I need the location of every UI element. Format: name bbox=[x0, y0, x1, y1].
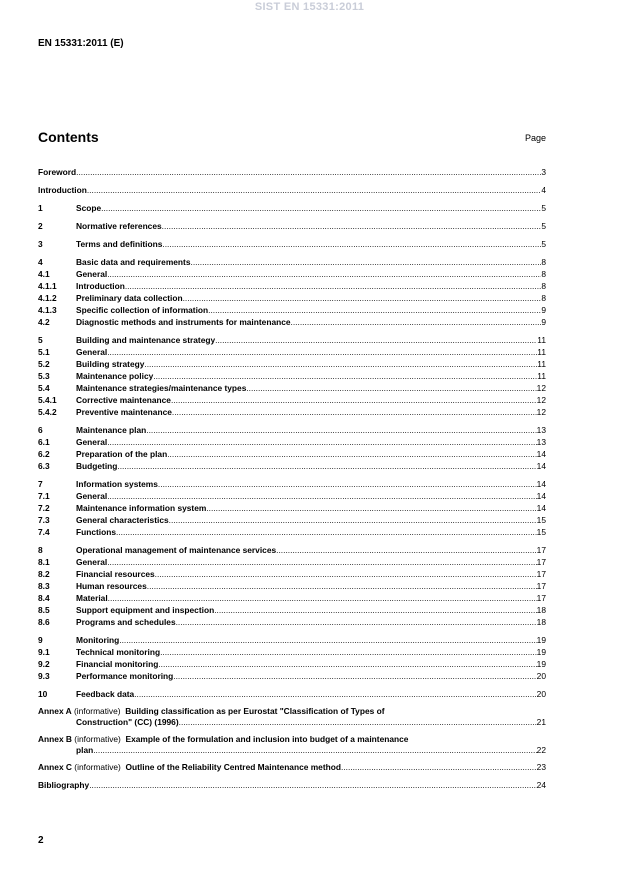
watermark: SIST EN 15331:2011 bbox=[254, 1, 365, 13]
toc-entry[interactable] bbox=[38, 658, 546, 670]
toc-entry-title: Operational management of maintenance services bbox=[76, 545, 277, 555]
toc-entry[interactable] bbox=[38, 268, 546, 280]
toc-entry-number: 5.4.2 bbox=[38, 407, 57, 417]
toc-leader-dots bbox=[246, 382, 536, 394]
toc-entry-title: Terms and definitions bbox=[76, 239, 163, 249]
toc-leader-dots bbox=[134, 688, 536, 700]
toc-entry-title: Programs and schedules bbox=[76, 617, 176, 627]
toc-leader-dots bbox=[155, 568, 537, 580]
toc-entry-title: Preparation of the plan bbox=[76, 449, 168, 459]
toc-entry[interactable] bbox=[38, 280, 546, 292]
toc-entry-page: 11 bbox=[537, 335, 546, 345]
toc-entry-number: 5.2 bbox=[38, 359, 50, 369]
toc-entry[interactable] bbox=[38, 646, 546, 658]
toc-leader-dots bbox=[162, 220, 542, 232]
toc-entry-number: 2 bbox=[38, 221, 43, 231]
toc-leader-dots bbox=[179, 717, 537, 728]
toc-entry-page: 13 bbox=[536, 425, 546, 435]
toc-entry-page: 12 bbox=[536, 395, 546, 405]
toc-entry-page: 9 bbox=[541, 317, 546, 327]
toc-entry-page: 9 bbox=[541, 305, 546, 315]
toc-entry-page: 17 bbox=[536, 581, 546, 591]
toc-entry-page: 3 bbox=[541, 167, 546, 177]
toc-entry-title: Budgeting bbox=[76, 461, 118, 471]
toc-leader-dots bbox=[101, 202, 541, 214]
annex-title-continued: Construction" (CC) (1996) bbox=[76, 717, 179, 727]
toc-entry[interactable] bbox=[38, 346, 546, 358]
toc-leader-dots bbox=[208, 304, 541, 316]
toc-entry-number: 9 bbox=[38, 635, 43, 645]
toc-entry-title: General bbox=[76, 437, 108, 447]
toc-entry-title: Bibliography bbox=[38, 780, 90, 790]
toc-entry[interactable] bbox=[38, 478, 546, 490]
toc-entry-page: 11 bbox=[537, 371, 546, 381]
toc-entry-number: 7 bbox=[38, 479, 43, 489]
toc-entry-title: Performance monitoring bbox=[76, 671, 174, 681]
toc-entry-title: Maintenance strategies/maintenance types bbox=[76, 383, 247, 393]
page-number: 2 bbox=[38, 835, 44, 846]
toc-entry-page: 8 bbox=[541, 281, 546, 291]
toc-entry-number: 6.3 bbox=[38, 461, 50, 471]
toc-entry-number: 5.3 bbox=[38, 371, 50, 381]
toc-entry-title: Technical monitoring bbox=[76, 647, 161, 657]
toc-entry-number: 7.2 bbox=[38, 503, 50, 513]
toc-leader-dots bbox=[87, 184, 541, 196]
toc-entry-number: 9.3 bbox=[38, 671, 50, 681]
toc-entry-title: Introduction bbox=[76, 281, 125, 291]
toc-entry-page: 5 bbox=[541, 239, 546, 249]
toc-entry-title: Monitoring bbox=[76, 635, 120, 645]
toc-entry-page: 12 bbox=[536, 383, 546, 393]
toc-entry-title: Financial resources bbox=[76, 569, 155, 579]
toc-entry[interactable] bbox=[38, 424, 546, 436]
toc-entry-number: 8.4 bbox=[38, 593, 50, 603]
toc-leader-dots bbox=[107, 268, 541, 280]
toc-entry[interactable] bbox=[38, 166, 546, 178]
toc-entry-number: 4.1 bbox=[38, 269, 50, 279]
toc-entry-bibliography[interactable] bbox=[38, 779, 546, 791]
toc-entry[interactable] bbox=[38, 334, 546, 346]
toc-entry-number: 3 bbox=[38, 239, 43, 249]
toc-entry-title: Preliminary data collection bbox=[76, 293, 183, 303]
annex-title: Outline of the Reliability Centred Maintenance method bbox=[125, 762, 341, 772]
toc-entry[interactable] bbox=[38, 460, 546, 472]
toc-entry[interactable] bbox=[38, 448, 546, 460]
toc-entry-page: 19 bbox=[536, 659, 546, 669]
toc-entry[interactable] bbox=[38, 526, 546, 538]
toc-leader-dots bbox=[171, 394, 537, 406]
toc-leader-dots bbox=[173, 670, 536, 682]
toc-entry-number: 4.1.2 bbox=[38, 293, 57, 303]
toc-entry[interactable] bbox=[38, 202, 546, 214]
toc-entry[interactable] bbox=[38, 184, 546, 196]
toc-entry-title: Preventive maintenance bbox=[76, 407, 172, 417]
toc-leader-dots bbox=[176, 616, 537, 628]
toc-entry[interactable] bbox=[38, 304, 546, 316]
toc-entry-page: 8 bbox=[541, 293, 546, 303]
annex-informative-tag: (informative) bbox=[71, 762, 126, 772]
toc-leader-dots bbox=[153, 370, 537, 382]
toc-entry-number: 9.2 bbox=[38, 659, 50, 669]
toc-entry-title: General bbox=[76, 347, 108, 357]
toc-leader-dots bbox=[169, 514, 537, 526]
toc-entry-number: 8.5 bbox=[38, 605, 50, 615]
toc-leader-dots bbox=[158, 658, 536, 670]
toc-leader-dots bbox=[93, 745, 536, 756]
toc-entry-title: Foreword bbox=[38, 167, 77, 177]
toc-entry-page: 12 bbox=[536, 407, 546, 417]
toc-entry[interactable] bbox=[38, 238, 546, 250]
toc-leader-dots bbox=[144, 358, 537, 370]
annex-label: Annex A bbox=[38, 706, 72, 716]
toc-entry-title: Building strategy bbox=[76, 359, 145, 369]
toc-entry-number: 4 bbox=[38, 257, 43, 267]
toc-entry-page: 15 bbox=[536, 527, 546, 537]
toc-entry-page: 24 bbox=[536, 780, 546, 790]
toc-entry-page: 8 bbox=[541, 257, 546, 267]
toc-entry[interactable] bbox=[38, 544, 546, 556]
toc-entries bbox=[38, 166, 546, 700]
annex-label: Annex B bbox=[38, 734, 72, 744]
toc-entry-number: 6.2 bbox=[38, 449, 50, 459]
toc-leader-dots bbox=[276, 544, 537, 556]
annex-label: Annex C bbox=[38, 762, 72, 772]
toc-leader-dots bbox=[214, 604, 536, 616]
toc-entry[interactable] bbox=[38, 568, 546, 580]
toc-entry-number: 5 bbox=[38, 335, 43, 345]
toc-entry-page: 20 bbox=[536, 671, 546, 681]
toc-entry[interactable] bbox=[38, 616, 546, 628]
toc-annex-entry[interactable] bbox=[38, 706, 546, 728]
toc-entry-page: 5 bbox=[541, 221, 546, 231]
toc-entry-page: 11 bbox=[537, 347, 546, 357]
toc-entry-page: 21 bbox=[536, 717, 546, 727]
toc-entry[interactable] bbox=[38, 556, 546, 568]
toc-leader-dots bbox=[291, 316, 542, 328]
toc-entry-title: Maintenance plan bbox=[76, 425, 147, 435]
toc-leader-dots bbox=[107, 346, 537, 358]
toc-entry-page: 13 bbox=[536, 437, 546, 447]
toc-entry-title: General bbox=[76, 557, 108, 567]
toc-entry-title: Normative references bbox=[76, 221, 162, 231]
toc-leader-dots bbox=[160, 646, 537, 658]
contents-heading: Contents bbox=[38, 129, 99, 145]
toc-leader-dots bbox=[215, 334, 537, 346]
toc-leader-dots bbox=[76, 166, 541, 178]
toc-leader-dots bbox=[158, 478, 537, 490]
toc-entry[interactable] bbox=[38, 502, 546, 514]
toc-leader-dots bbox=[107, 556, 536, 568]
toc-entry-title: Diagnostic methods and instruments for maintenance bbox=[76, 317, 291, 327]
toc-entry-number: 5.4.1 bbox=[38, 395, 57, 405]
toc-entry[interactable] bbox=[38, 514, 546, 526]
toc-entry-number: 4.2 bbox=[38, 317, 50, 327]
toc-leader-dots bbox=[162, 238, 541, 250]
toc-leader-dots bbox=[107, 436, 536, 448]
toc-entry-title: Information systems bbox=[76, 479, 158, 489]
toc-entry-page: 14 bbox=[536, 491, 546, 501]
table-of-contents bbox=[38, 166, 546, 791]
toc-entry-page: 15 bbox=[536, 515, 546, 525]
toc-entry-title: Scope bbox=[76, 203, 102, 213]
toc-entry-title: Material bbox=[76, 593, 108, 603]
toc-entry-title: Financial monitoring bbox=[76, 659, 159, 669]
toc-leader-dots bbox=[119, 634, 536, 646]
toc-entry-page: 20 bbox=[536, 689, 546, 699]
toc-entry-title: Human resources bbox=[76, 581, 147, 591]
toc-leader-dots bbox=[206, 502, 536, 514]
toc-entry-page: 8 bbox=[541, 269, 546, 279]
toc-entry-page: 5 bbox=[541, 203, 546, 213]
toc-entry-number: 4.1.1 bbox=[38, 281, 57, 291]
toc-entry-page: 19 bbox=[536, 647, 546, 657]
toc-entry-page: 11 bbox=[537, 359, 546, 369]
toc-entry[interactable] bbox=[38, 292, 546, 304]
toc-entry[interactable] bbox=[38, 436, 546, 448]
toc-entry-page: 14 bbox=[536, 449, 546, 459]
toc-entry-title: General bbox=[76, 269, 108, 279]
toc-entry-title: Corrective maintenance bbox=[76, 395, 171, 405]
toc-entry-page: 22 bbox=[536, 745, 546, 755]
toc-leader-dots bbox=[146, 424, 536, 436]
toc-leader-dots bbox=[341, 762, 537, 773]
document-id: EN 15331:2011 (E) bbox=[38, 38, 124, 49]
toc-entry[interactable] bbox=[38, 382, 546, 394]
toc-entry-number: 7.1 bbox=[38, 491, 50, 501]
toc-entry[interactable] bbox=[38, 256, 546, 268]
toc-leader-dots bbox=[117, 460, 536, 472]
toc-entry-title: Maintenance policy bbox=[76, 371, 154, 381]
toc-entry[interactable] bbox=[38, 634, 546, 646]
toc-entry[interactable] bbox=[38, 592, 546, 604]
toc-entry[interactable] bbox=[38, 220, 546, 232]
toc-entry-page: 19 bbox=[536, 635, 546, 645]
toc-entry-title: Maintenance information system bbox=[76, 503, 207, 513]
toc-entry-number: 6.1 bbox=[38, 437, 50, 447]
toc-leader-dots bbox=[116, 526, 537, 538]
toc-leader-dots bbox=[167, 448, 536, 460]
toc-entry[interactable] bbox=[38, 358, 546, 370]
toc-entry-number: 6 bbox=[38, 425, 43, 435]
toc-entry-title: Building and maintenance strategy bbox=[76, 335, 216, 345]
toc-entry-number: 8.1 bbox=[38, 557, 50, 567]
toc-leader-dots bbox=[147, 580, 537, 592]
toc-leader-dots bbox=[108, 592, 537, 604]
toc-leader-dots bbox=[183, 292, 542, 304]
toc-entry-number: 5.1 bbox=[38, 347, 50, 357]
toc-entry[interactable] bbox=[38, 394, 546, 406]
toc-entry[interactable] bbox=[38, 670, 546, 682]
toc-entry-title: General bbox=[76, 491, 108, 501]
toc-leader-dots bbox=[191, 256, 542, 268]
toc-entry-title: Support equipment and inspection bbox=[76, 605, 215, 615]
toc-entry-number: 8.2 bbox=[38, 569, 50, 579]
toc-leader-dots bbox=[89, 779, 536, 791]
toc-annexes bbox=[38, 706, 546, 773]
toc-entry-title: General characteristics bbox=[76, 515, 169, 525]
toc-annex-entry[interactable] bbox=[38, 762, 546, 773]
toc-annex-entry[interactable] bbox=[38, 734, 546, 756]
toc-entry-page: 4 bbox=[541, 185, 546, 195]
toc-entry[interactable] bbox=[38, 316, 546, 328]
toc-entry-number: 7.4 bbox=[38, 527, 50, 537]
toc-entry-number: 10 bbox=[38, 689, 48, 699]
toc-entry-page: 17 bbox=[536, 593, 546, 603]
toc-entry-number: 4.1.3 bbox=[38, 305, 57, 315]
toc-entry-page: 14 bbox=[536, 503, 546, 513]
annex-title-continued: plan bbox=[76, 745, 94, 755]
toc-leader-dots bbox=[107, 490, 536, 502]
toc-leader-dots bbox=[125, 280, 541, 292]
toc-entry-number: 5.4 bbox=[38, 383, 50, 393]
toc-entry-page: 14 bbox=[536, 461, 546, 471]
toc-entry-title: Specific collection of information bbox=[76, 305, 209, 315]
toc-entry-number: 9.1 bbox=[38, 647, 50, 657]
toc-entry-title: Feedback data bbox=[76, 689, 135, 699]
annex-informative-tag: (informative) bbox=[71, 734, 126, 744]
toc-entry-number: 8 bbox=[38, 545, 43, 555]
toc-entry[interactable] bbox=[38, 406, 546, 418]
toc-entry-page: 18 bbox=[536, 605, 546, 615]
toc-entry-title: Introduction bbox=[38, 185, 87, 195]
toc-entry-number: 8.6 bbox=[38, 617, 50, 627]
toc-entry-page: 17 bbox=[536, 545, 546, 555]
toc-leader-dots bbox=[172, 406, 537, 418]
toc-entry-number: 1 bbox=[38, 203, 43, 213]
toc-entry-number: 8.3 bbox=[38, 581, 50, 591]
toc-entry-page: 14 bbox=[536, 479, 546, 489]
toc-entry-page: 17 bbox=[536, 557, 546, 567]
toc-entry-page: 17 bbox=[536, 569, 546, 579]
toc-entry-number: 7.3 bbox=[38, 515, 50, 525]
toc-entry-title: Functions bbox=[76, 527, 117, 537]
annex-title: Building classification as per Eurostat "Classification of Types of bbox=[125, 706, 385, 716]
toc-entry[interactable] bbox=[38, 370, 546, 382]
toc-entry[interactable] bbox=[38, 580, 546, 592]
toc-entry[interactable] bbox=[38, 604, 546, 616]
toc-entry-page: 18 bbox=[536, 617, 546, 627]
toc-entry[interactable] bbox=[38, 490, 546, 502]
toc-entry-page: 23 bbox=[536, 762, 546, 772]
annex-informative-tag: (informative) bbox=[71, 706, 126, 716]
page-column-label: Page bbox=[524, 133, 546, 143]
toc-entry-title: Basic data and requirements bbox=[76, 257, 191, 267]
annex-title: Example of the formulation and inclusion into budget of a maintenance bbox=[125, 734, 409, 744]
toc-entry[interactable] bbox=[38, 688, 546, 700]
